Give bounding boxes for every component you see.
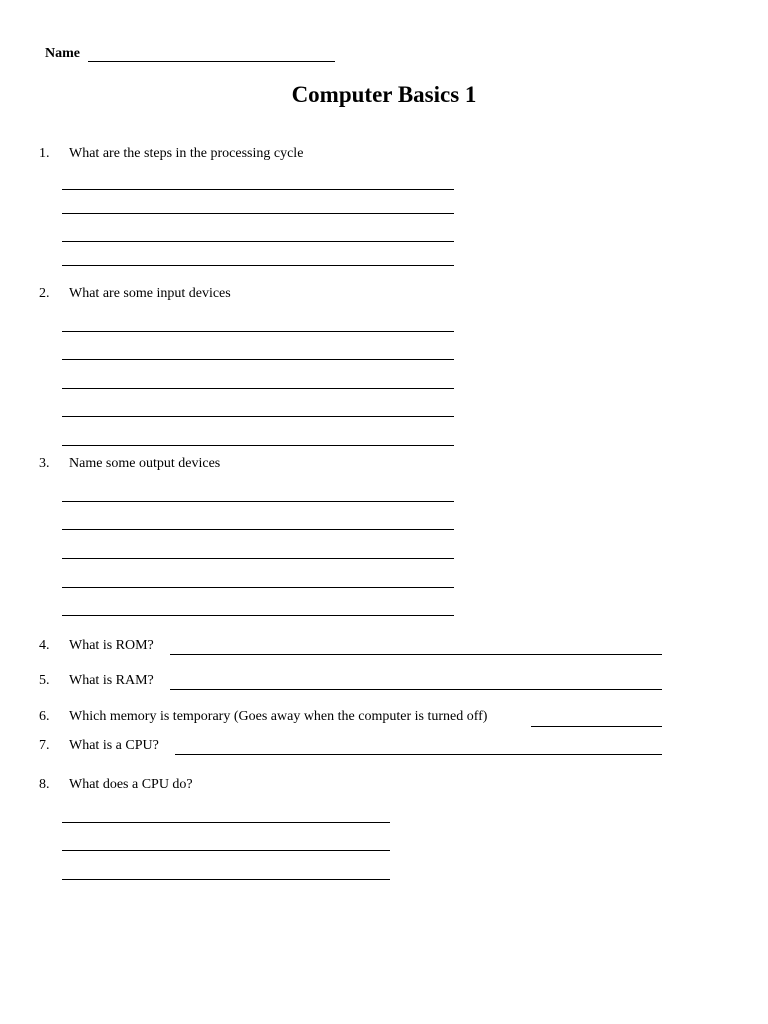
name-label: Name xyxy=(45,46,80,61)
answer-line[interactable] xyxy=(175,754,662,755)
question-3-text: Name some output devices xyxy=(69,456,221,471)
question-6-number: 6. xyxy=(39,709,50,724)
question-7-text: What is a CPU? xyxy=(69,738,159,753)
question-6-text: Which memory is temporary (Goes away when the computer is turned off) xyxy=(69,709,488,724)
answer-line[interactable] xyxy=(62,213,454,214)
page-title: Computer Basics 1 xyxy=(291,82,477,107)
answer-line[interactable] xyxy=(62,388,454,389)
question-2-text: What are some input devices xyxy=(69,286,231,301)
answer-line[interactable] xyxy=(62,331,454,332)
answer-line[interactable] xyxy=(62,850,390,851)
answer-line[interactable] xyxy=(62,615,454,616)
answer-line[interactable] xyxy=(170,654,662,655)
answer-line[interactable] xyxy=(62,416,454,417)
question-2-number: 2. xyxy=(39,286,50,301)
answer-line[interactable] xyxy=(170,689,662,690)
answer-line[interactable] xyxy=(62,822,390,823)
question-8-number: 8. xyxy=(39,777,50,792)
answer-line[interactable] xyxy=(62,501,454,502)
name-answer-line[interactable] xyxy=(88,61,335,62)
question-1-number: 1. xyxy=(39,146,50,161)
question-4-number: 4. xyxy=(39,638,50,653)
question-4-text: What is ROM? xyxy=(69,638,154,653)
question-7-number: 7. xyxy=(39,738,50,753)
question-5-text: What is RAM? xyxy=(69,673,154,688)
answer-line[interactable] xyxy=(62,529,454,530)
answer-line[interactable] xyxy=(62,189,454,190)
question-3-number: 3. xyxy=(39,456,50,471)
answer-line[interactable] xyxy=(62,587,454,588)
answer-line[interactable] xyxy=(62,359,454,360)
answer-line[interactable] xyxy=(62,241,454,242)
answer-line[interactable] xyxy=(62,445,454,446)
answer-line[interactable] xyxy=(62,558,454,559)
answer-line[interactable] xyxy=(531,726,662,727)
question-8-text: What does a CPU do? xyxy=(69,777,193,792)
question-1-text: What are the steps in the processing cycle xyxy=(69,146,304,161)
question-5-number: 5. xyxy=(39,673,50,688)
answer-line[interactable] xyxy=(62,265,454,266)
answer-line[interactable] xyxy=(62,879,390,880)
